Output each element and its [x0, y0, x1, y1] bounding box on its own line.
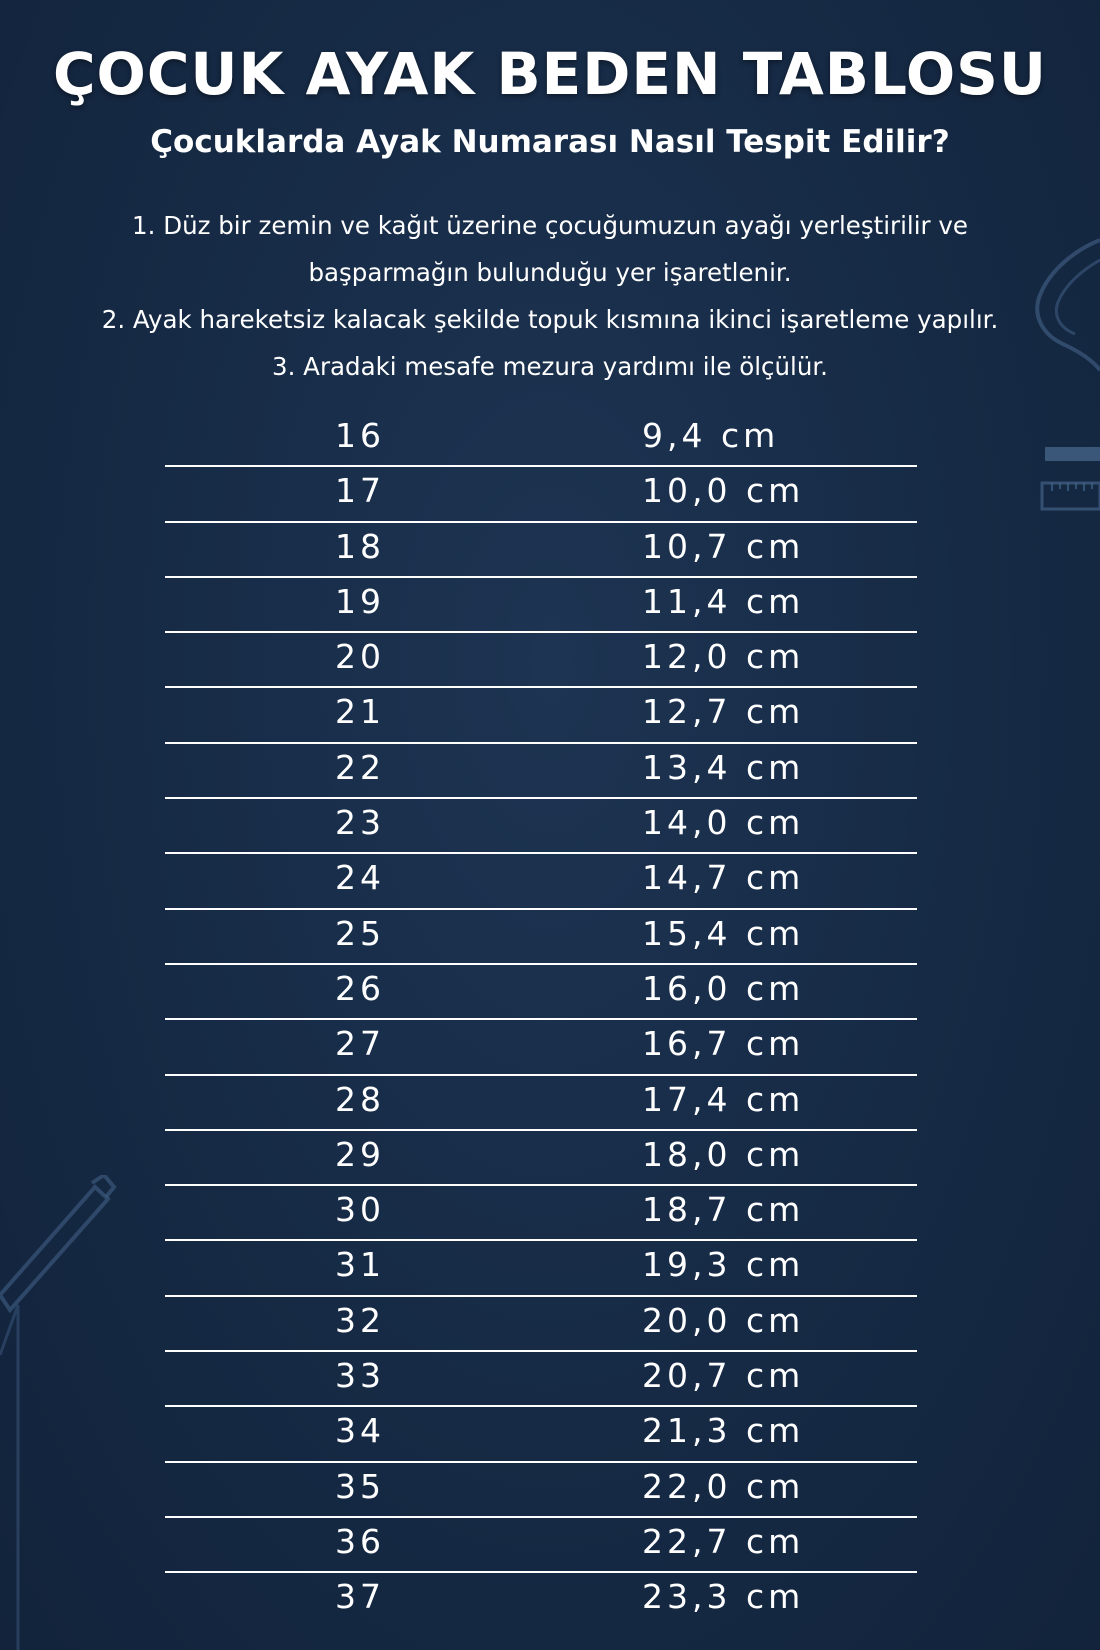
foot-length: 16,0 cm — [642, 968, 805, 1008]
table-row — [165, 910, 917, 965]
foot-length: 18,7 cm — [642, 1190, 805, 1230]
foot-length: 12,7 cm — [642, 692, 805, 732]
shoe-size: 27 — [335, 1024, 385, 1064]
table-row — [165, 1020, 917, 1075]
page-subtitle: Çocuklarda Ayak Numarası Nasıl Tespit Edilir? — [150, 124, 950, 160]
table-row — [165, 1241, 917, 1296]
table-row — [165, 523, 917, 578]
shoe-size: 34 — [335, 1411, 385, 1451]
ruler-icon — [1040, 445, 1100, 525]
foot-length: 17,4 cm — [642, 1079, 805, 1119]
shoe-size: 22 — [335, 747, 385, 787]
foot-length: 11,4 cm — [642, 581, 805, 621]
shoe-size: 19 — [335, 581, 385, 621]
shoe-size: 23 — [335, 803, 385, 843]
shoe-size: 24 — [335, 858, 385, 898]
shoe-size: 26 — [335, 968, 385, 1008]
table-row — [165, 578, 917, 633]
table-row — [165, 1131, 917, 1186]
table-row — [165, 688, 917, 743]
foot-length: 10,7 cm — [642, 526, 805, 566]
foot-length: 22,0 cm — [642, 1466, 805, 1506]
foot-length: 22,7 cm — [642, 1521, 805, 1561]
shoe-size: 35 — [335, 1466, 385, 1506]
foot-length: 23,3 cm — [642, 1577, 805, 1617]
size-table — [165, 412, 917, 1629]
table-row — [165, 1297, 917, 1352]
shoe-size: 20 — [335, 637, 385, 677]
foot-length: 12,0 cm — [642, 637, 805, 677]
foot-length: 20,0 cm — [642, 1300, 805, 1340]
table-row — [165, 1463, 917, 1518]
foot-length: 16,7 cm — [642, 1024, 805, 1064]
shoe-size: 25 — [335, 913, 385, 953]
instruction-line: 3. Aradaki mesafe mezura yardımı ile ölçülür. — [272, 352, 828, 381]
shoe-size: 18 — [335, 526, 385, 566]
table-row — [165, 467, 917, 522]
table-row — [165, 1407, 917, 1462]
table-row — [165, 1518, 917, 1573]
shoe-size: 29 — [335, 1134, 385, 1174]
shoe-size: 17 — [335, 471, 385, 511]
foot-length: 18,0 cm — [642, 1134, 805, 1174]
table-row — [165, 1186, 917, 1241]
table-row — [165, 744, 917, 799]
instruction-line: 2. Ayak hareketsiz kalacak şekilde topuk kısmına ikinci işaretleme yapılır. — [101, 305, 999, 334]
foot-length: 13,4 cm — [642, 747, 805, 787]
table-row — [165, 799, 917, 854]
shoe-size: 36 — [335, 1521, 385, 1561]
foot-length: 10,0 cm — [642, 471, 805, 511]
table-row — [165, 1076, 917, 1131]
instructions — [0, 202, 1100, 390]
foot-length: 19,3 cm — [642, 1245, 805, 1285]
foot-length: 21,3 cm — [642, 1411, 805, 1451]
shoe-size: 31 — [335, 1245, 385, 1285]
instruction-line: 1. Düz bir zemin ve kağıt üzerine çocuğumuzun ayağı yerleştirilir ve — [132, 211, 968, 240]
foot-length: 9,4 cm — [642, 416, 780, 455]
shoe-size: 30 — [335, 1190, 385, 1230]
foot-length: 14,7 cm — [642, 858, 805, 898]
table-row — [165, 854, 917, 909]
table-row — [165, 412, 917, 467]
page-title: ÇOCUK AYAK BEDEN TABLOSU — [52, 40, 1048, 108]
shoe-size: 21 — [335, 692, 385, 732]
pencil-icon — [0, 1175, 120, 1650]
instruction-line: başparmağın bulunduğu yer işaretlenir. — [308, 258, 792, 287]
shoe-size: 28 — [335, 1079, 385, 1119]
table-row — [165, 965, 917, 1020]
shoe-size: 32 — [335, 1300, 385, 1340]
foot-length: 15,4 cm — [642, 913, 805, 953]
table-row — [165, 1352, 917, 1407]
shoe-size: 33 — [335, 1356, 385, 1396]
table-row — [165, 1573, 917, 1628]
table-row — [165, 633, 917, 688]
shoe-size: 37 — [335, 1577, 385, 1617]
shoe-size: 16 — [335, 416, 385, 455]
foot-length: 14,0 cm — [642, 803, 805, 843]
foot-length: 20,7 cm — [642, 1356, 805, 1396]
